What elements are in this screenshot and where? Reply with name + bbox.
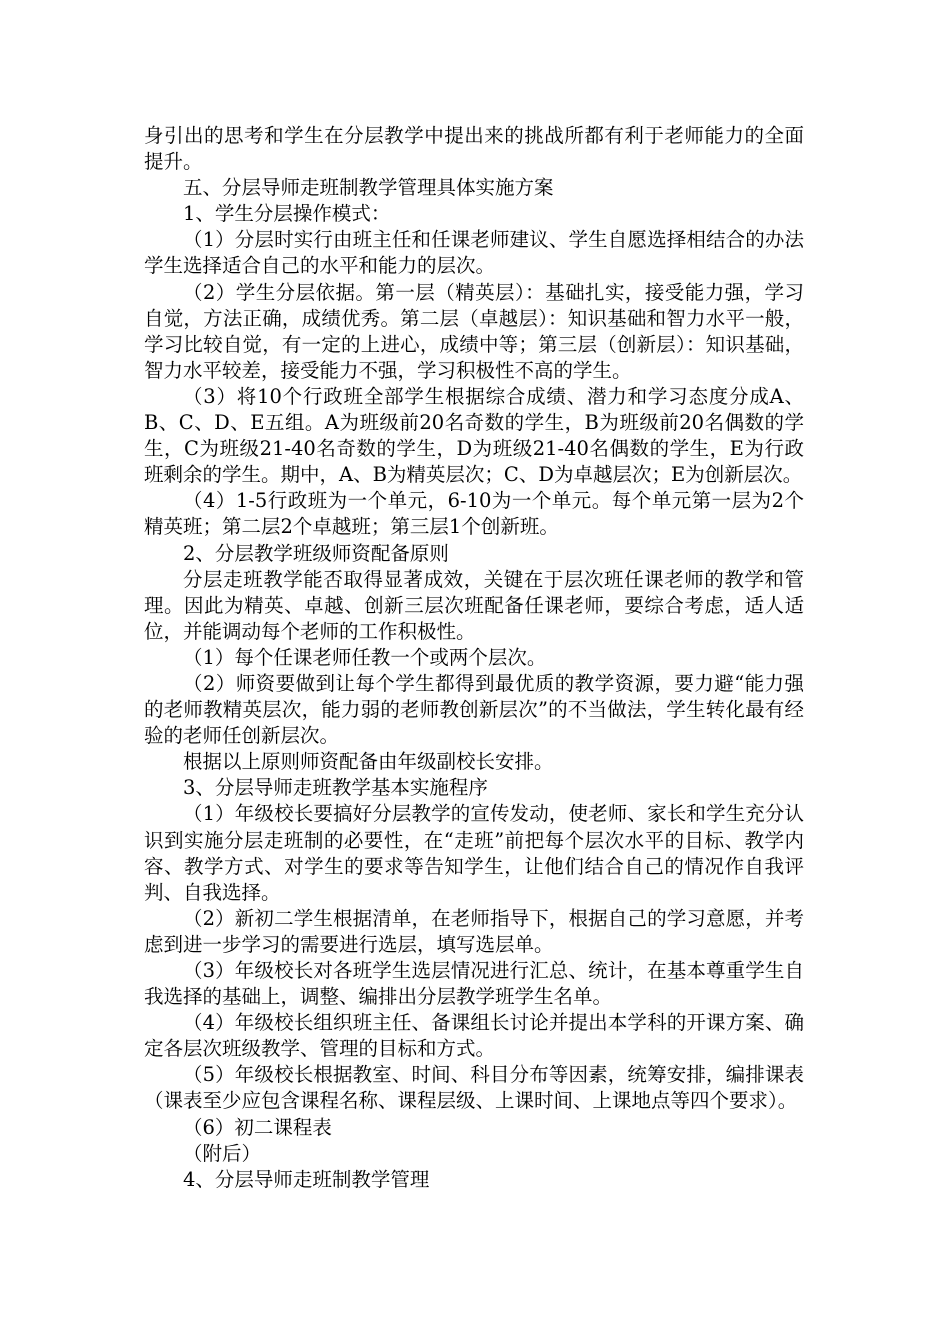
paragraph-1-2: （2）学生分层依据。第一层（精英层）：基础扎实，接受能力强，学习自觉，方法正确，成绩优秀。第二层（卓越层）：知识基础和智力水平一般，学习比较自觉，有一定的上进心，成绩中等；第三层（创新层）：知识基础，智力水平较差，接受能力不强，学习积极性不高的学生。 [144,280,804,382]
paragraph-2-intro: 分层走班教学能否取得显著成效，关键在于层次班任课老师的教学和管理。因此为精英、卓越、创新三层次班配备任课老师，要综合考虑，适人适位，并能调动每个老师的工作积极性。 [144,567,804,643]
paragraph-3-5: （5）年级校长根据教室、时间、科目分布等因素，统筹安排，编排课表（课表至少应包含课程名称、课程层级、上课时间、上课地点等四个要求）。 [144,1063,804,1113]
paragraph-3-1: （1）年级校长要搞好分层教学的宣传发动，使老师、家长和学生充分认识到实施分层走班制的必要性，在“走班”前把每个层次水平的目标、教学内容、教学方式、对学生的要求等告知学生，让他们结合自己的情况作自我评判、自我选择。 [144,802,804,904]
paragraph-3-2: （2）新初二学生根据清单，在老师指导下，根据自己的学习意愿，并考虑到进一步学习的需要进行选层，填写选层单。 [144,906,804,956]
subheading-2: 2、分层教学班级师资配备原则 [183,541,449,565]
paragraph-2-note: 根据以上原则师资配备由年级副校长安排。 [183,750,554,774]
paragraph-1-4: （4）1-5行政班为一个单元，6-10为一个单元。每个单元第一层为2个精英班；第二层2个卓越班；第三层1个创新班。 [144,489,804,539]
paragraph-1-3: （3）将10个行政班全部学生根据综合成绩、潜力和学习态度分成A、B、C、D、E五组。A为班级前20名奇数的学生，B为班级前20名偶数的学生，C为班级21-40名奇数的学生，D为班级21-40名偶数的学生，E为行政班剩余的学生。期中，A、B为精英层次；C、D为卓越层次；E为创新层次。 [144,384,804,487]
paragraph-3-attachment: （附后） [183,1141,262,1165]
subheading-1: 1、学生分层操作模式： [183,202,391,226]
paragraph-2-1: （1）每个任课老师任教一个或两个层次。 [183,645,547,669]
paragraph-3-6: （6）初二课程表 [183,1115,332,1139]
paragraph-3-3: （3）年级校长对各班学生选层情况进行汇总、统计，在基本尊重学生自我选择的基础上，调整、编排出分层教学班学生名单。 [144,959,804,1009]
section-heading-5: 五、分层导师走班制教学管理具体实施方案 [183,176,554,200]
paragraph-2-2: （2）师资要做到让每个学生都得到最优质的教学资源，要力避“能力强的老师教精英层次，能力弱的老师教创新层次”的不当做法，学生转化最有经验的老师任创新层次。 [144,671,804,748]
document-page [144,123,804,1193]
subheading-4: 4、分层导师走班制教学管理 [183,1167,430,1191]
paragraph-3-4: （4）年级校长组织班主任、备课组长讨论并提出本学科的开课方案、确定各层次班级教学、管理的目标和方式。 [144,1011,804,1061]
paragraph-1: 身引出的思考和学生在分层教学中提出来的挑战所都有利于老师能力的全面提升。 [144,124,804,174]
paragraph-1-1: （1）分层时实行由班主任和任课老师建议、学生自愿选择相结合的办法学生选择适合自己的水平和能力的层次。 [144,228,804,278]
subheading-3: 3、分层导师走班教学基本实施程序 [183,776,488,800]
